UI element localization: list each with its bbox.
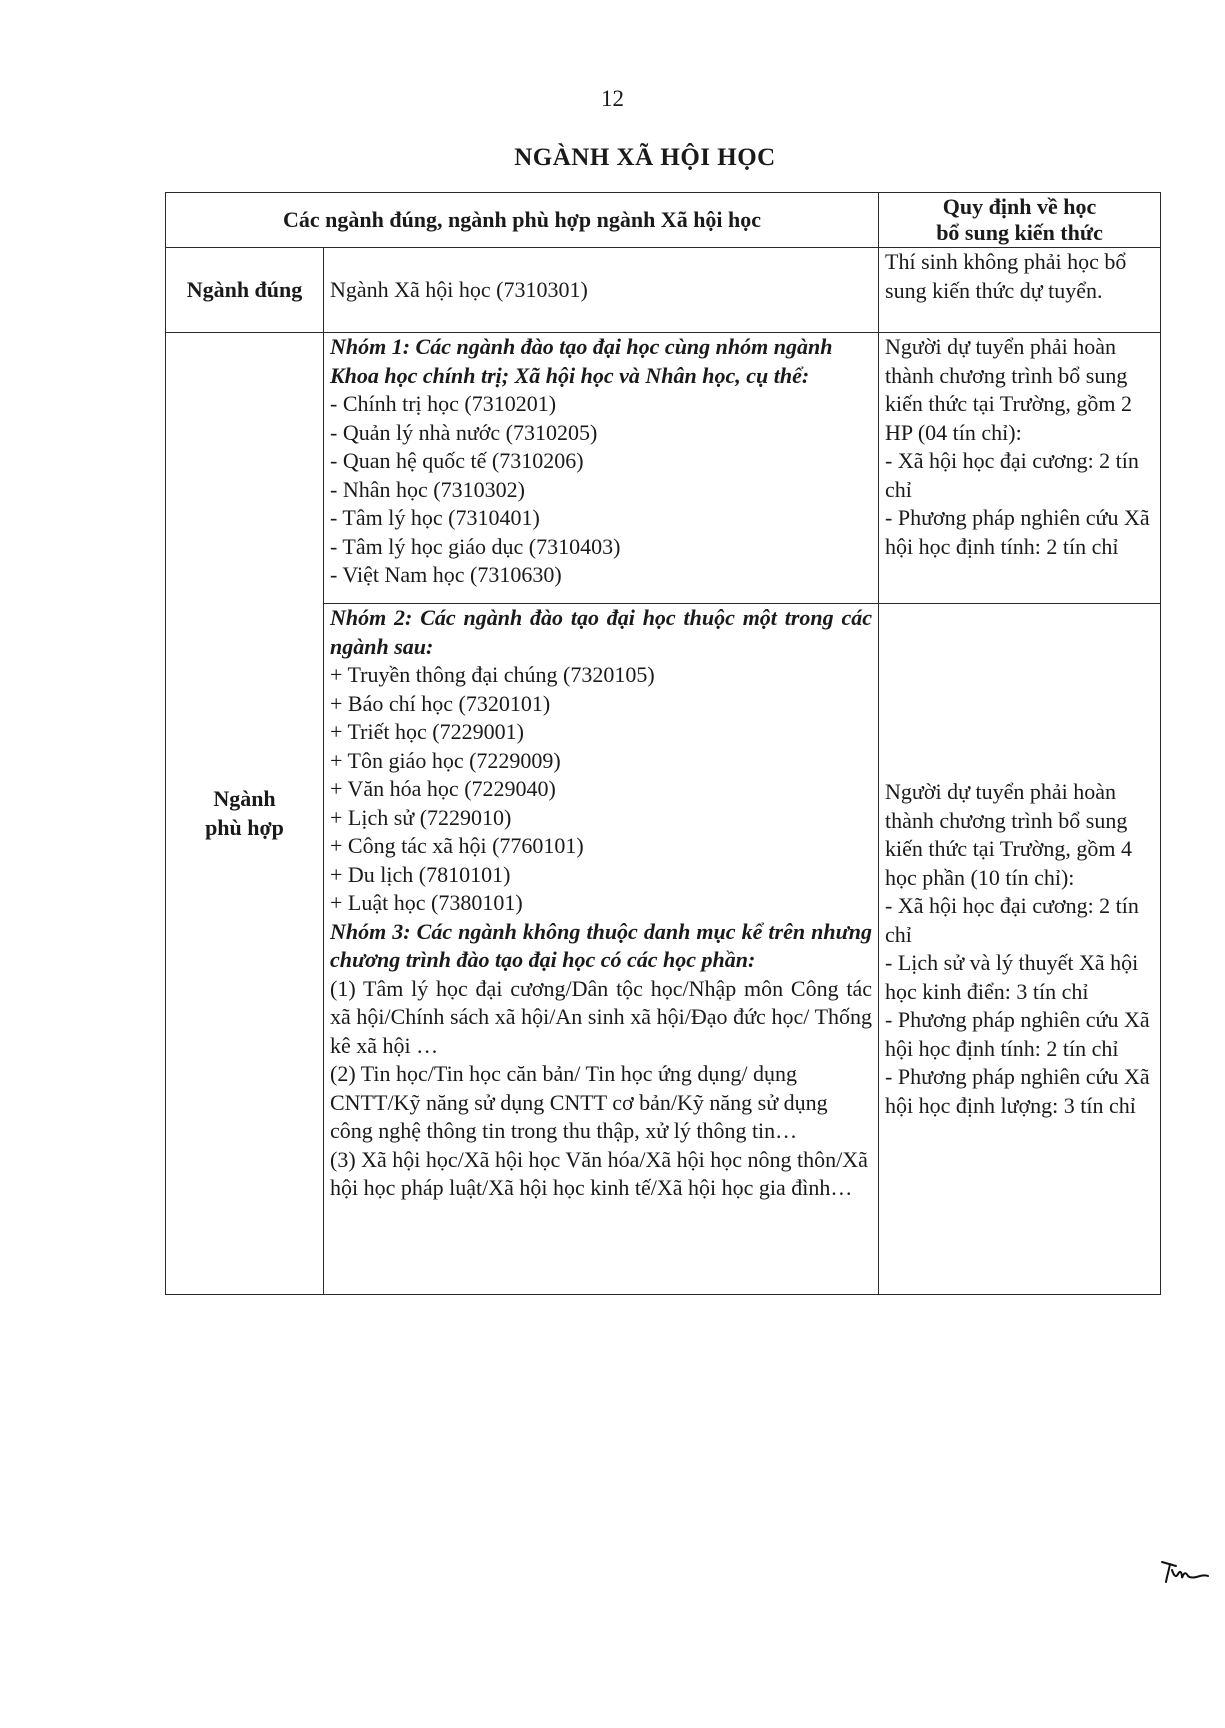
header-majors: Các ngành đúng, ngành phù hợp ngành Xã hội học — [166, 193, 879, 248]
group2-3-requirement-intro: Người dự tuyển phải hoàn thành chương trình bổ sung kiến thức tại Trường, gồm 4 học phần (10 tín chỉ): — [885, 779, 1132, 890]
list-item: + Tôn giáo học (7229009) — [330, 747, 561, 773]
row-label-correct: Ngành đúng — [166, 248, 324, 333]
requirement-item: - Xã hội học đại cương: 2 tín chỉ — [885, 448, 1139, 502]
list-item: - Tâm lý học (7310401) — [330, 505, 540, 530]
list-item: - Nhân học (7310302) — [330, 476, 525, 502]
requirement-item: - Phương pháp nghiên cứu Xã hội học định tính: 2 tín chỉ — [885, 1007, 1150, 1061]
table-row-group1 — [166, 333, 1161, 604]
requirement-item: - Lịch sử và lý thuyết Xã hội học kinh điển: 3 tín chỉ — [885, 950, 1139, 1004]
correct-major-requirement: Thí sinh không phải học bổ sung kiến thức dự tuyển. — [879, 248, 1161, 333]
list-item: + Luật học (7380101) — [330, 890, 523, 915]
list-item: + Triết học (7229001) — [330, 719, 524, 744]
row-label-suitable — [166, 333, 324, 1295]
handwritten-signature — [1160, 1556, 1210, 1586]
group2-title: Nhóm 2: Các ngành đào tạo đại học thuộc một trong các ngành sau: — [330, 605, 873, 659]
list-item: + Công tác xã hội (7760101) — [330, 833, 584, 858]
requirement-item: - Phương pháp nghiên cứu Xã hội học định tính: 2 tín chỉ — [885, 505, 1150, 559]
requirement-item: - Xã hội học đại cương: 2 tín chỉ — [885, 893, 1139, 947]
table-header-row — [166, 193, 1161, 248]
list-item: + Báo chí học (7320101) — [330, 690, 551, 716]
list-item: + Lịch sử (7229010) — [330, 804, 512, 830]
group3-title: Nhóm 3: Các ngành không thuộc danh mục kể trên nhưng chương trình đào tạo đại học có các học phần: — [330, 918, 873, 972]
group1-cell — [324, 333, 879, 604]
row-label-suitable-line2: phù hợp — [205, 814, 284, 840]
correct-major-name: Ngành Xã hội học (7310301) — [324, 248, 879, 333]
group1-requirement-intro: Người dự tuyển phải hoàn thành chương trình bổ sung kiến thức tại Trường, gồm 2 HP (04 tín chỉ): — [885, 334, 1132, 445]
row-label-suitable-line1: Ngành — [213, 786, 276, 811]
list-item: - Tâm lý học giáo dục (7310403) — [330, 533, 621, 559]
table-row-correct-major — [166, 248, 1161, 333]
group2-3-cell — [324, 604, 879, 1295]
list-item: + Du lịch (7810101) — [330, 861, 511, 887]
header-requirement-line2: bổ sung kiến thức — [936, 220, 1103, 245]
majors-table — [165, 192, 1161, 1295]
list-item: - Chính trị học (7310201) — [330, 391, 557, 416]
group1-requirement — [879, 333, 1161, 604]
list-item: + Văn hóa học (7229040) — [330, 776, 556, 801]
page-number: 12 — [601, 86, 624, 111]
group1-title: Nhóm 1: Các ngành đào tạo đại học cùng nhóm ngành Khoa học chính trị; Xã hội học và Nhân học, cụ thể: — [330, 334, 833, 388]
page-title: NGÀNH XÃ HỘI HỌC — [514, 144, 776, 171]
list-item: (3) Xã hội học/Xã hội học Văn hóa/Xã hội học nông thôn/Xã hội học pháp luật/Xã hội học kinh tế/Xã hội học gia đình… — [330, 1146, 868, 1200]
header-requirement-line1: Quy định về học — [942, 194, 1097, 219]
list-item: (1) Tâm lý học đại cương/Dân tộc học/Nhập môn Công tác xã hội/Chính sách xã hội/An sinh xã hội/Đạo đức học/ Thống kê xã hội … — [330, 975, 873, 1058]
group2-3-requirement — [879, 604, 1161, 1295]
requirement-item: - Phương pháp nghiên cứu Xã hội học định lượng: 3 tín chỉ — [885, 1064, 1150, 1118]
list-item: (2) Tin học/Tin học căn bản/ Tin học ứng dụng/ dụng CNTT/Kỹ năng sử dụng CNTT cơ bản/Kỹ năng sử dụng công nghệ thông tin trong thu thập, xử lý thông tin… — [330, 1061, 828, 1143]
header-requirement — [879, 193, 1161, 248]
list-item: - Quản lý nhà nước (7310205) — [330, 419, 598, 445]
list-item: - Quan hệ quốc tế (7310206) — [330, 448, 584, 473]
list-item: + Truyền thông đại chúng (7320105) — [330, 662, 655, 687]
list-item: - Việt Nam học (7310630) — [330, 562, 562, 587]
